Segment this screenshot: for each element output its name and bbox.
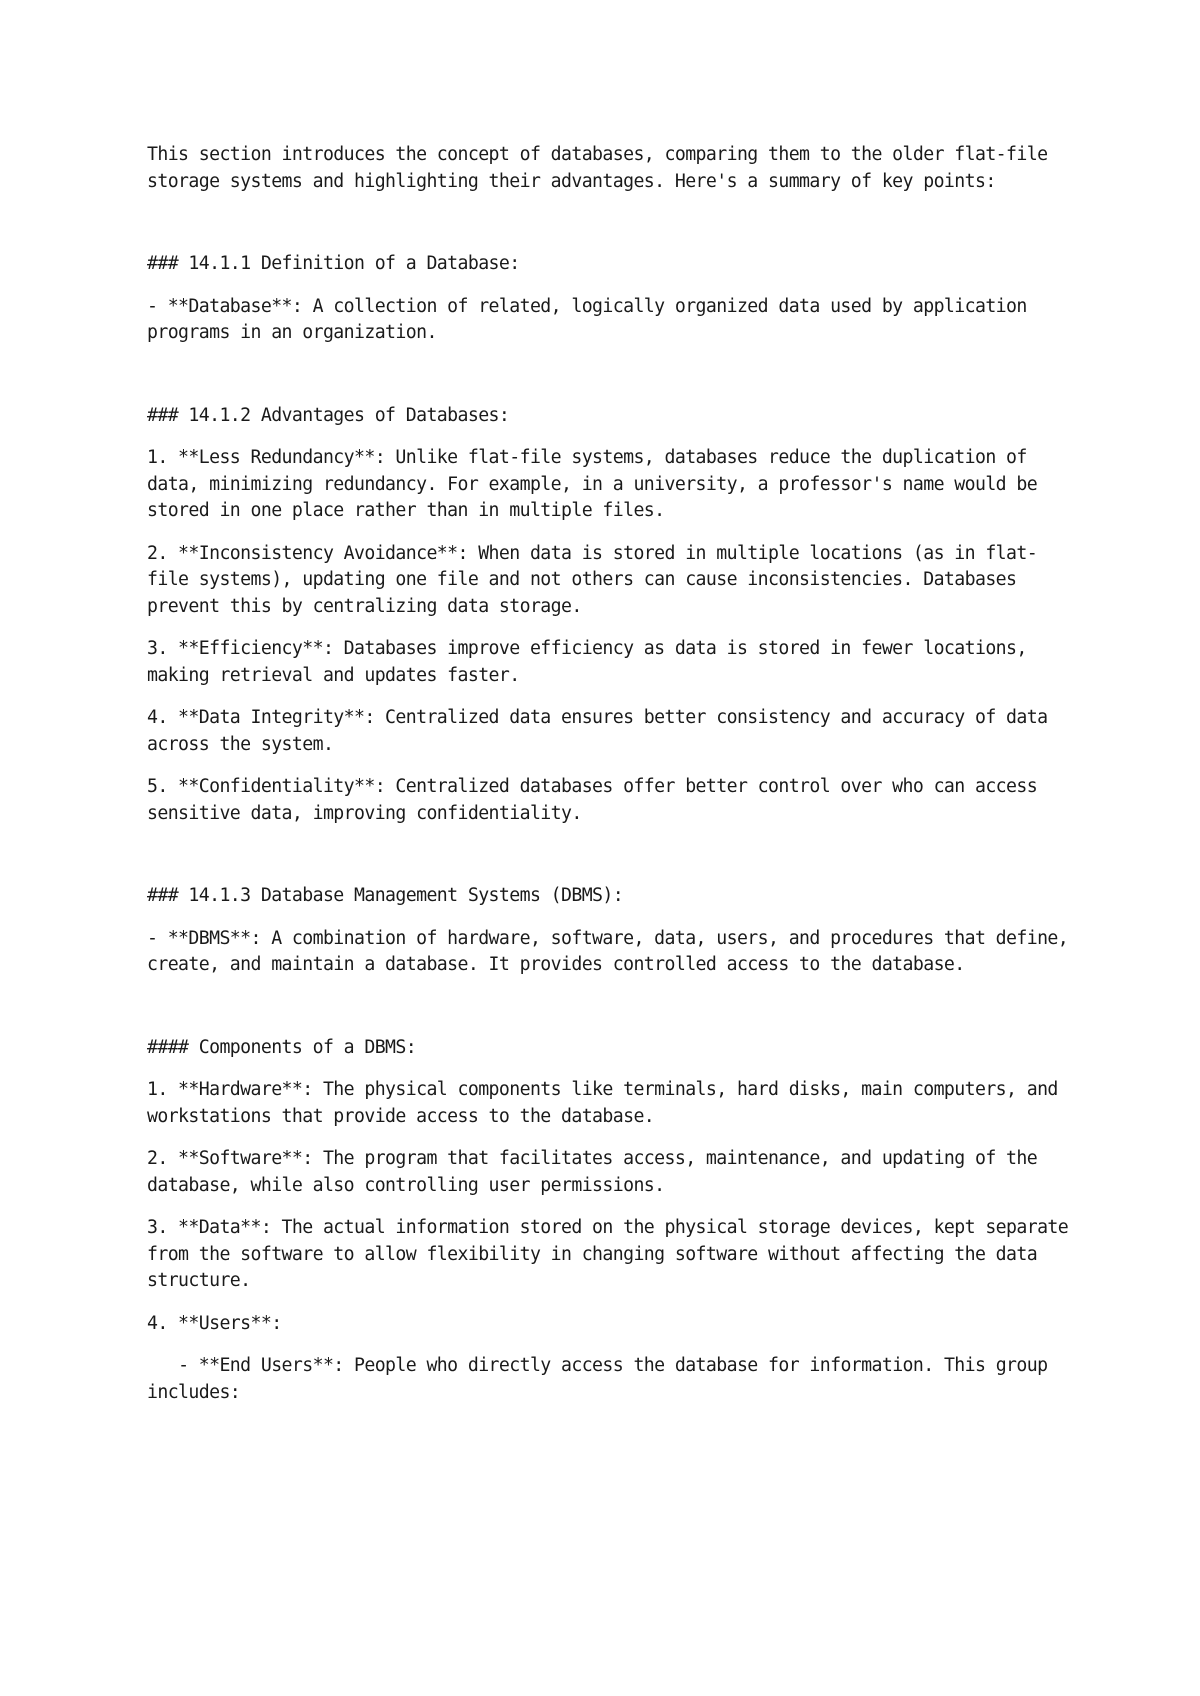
intro-paragraph: This section introduces the concept of databases, comparing them to the older flat-file storage systems and highlighting their advantages. Here's a summary of key points: bbox=[147, 144, 1058, 192]
component-subitem: - **End Users**: People who directly access the database for information. This group includes: bbox=[147, 1355, 1058, 1403]
dbms-item: - **DBMS**: A combination of hardware, software, data, users, and procedures that define, create, and maintain a database. It provides controlled access to the database. bbox=[147, 927, 1079, 975]
section-heading-advantages: ### 14.1.2 Advantages of Databases: bbox=[147, 404, 510, 426]
component-item: 3. **Data**: The actual information stored on the physical storage devices, kept separate from the software to allow flexibility in changing software without affecting the data structure. bbox=[147, 1217, 1079, 1291]
advantage-item: 2. **Inconsistency Avoidance**: When data is stored in multiple locations (as in flat-file systems), updating one file and not others can cause inconsistencies. Databases prevent this by centralizing data storage. bbox=[147, 542, 1038, 617]
section-heading-dbms: ### 14.1.3 Database Management Systems (DBMS): bbox=[147, 885, 624, 906]
section-spacer bbox=[147, 843, 1077, 883]
component-item: 1. **Hardware**: The physical components like terminals, hard disks, main computers, and workstations that provide access to the database. bbox=[147, 1079, 1069, 1127]
component-item: 2. **Software**: The program that facilitates access, maintenance, and updating of the database, while also controlling user permissions. bbox=[147, 1148, 1048, 1196]
section-spacer bbox=[147, 211, 1077, 251]
document-page bbox=[147, 142, 1077, 1422]
section-heading-components: #### Components of a DBMS: bbox=[147, 1036, 417, 1058]
advantage-item: 3. **Efficiency**: Databases improve efficiency as data is stored in fewer locations, making retrieval and updates faster. bbox=[147, 638, 1038, 686]
advantage-item: 4. **Data Integrity**: Centralized data ensures better consistency and accuracy of data across the system. bbox=[147, 707, 1058, 755]
advantage-item: 1. **Less Redundancy**: Unlike flat-file systems, databases reduce the duplication of data, minimizing redundancy. For example, in a university, a professor's name would be stored in one place rather than in multiple files. bbox=[147, 447, 1048, 521]
definition-item: - **Database**: A collection of related, logically organized data used by application programs in an organization. bbox=[147, 295, 1038, 343]
component-item: 4. **Users**: bbox=[147, 1312, 282, 1334]
section-spacer bbox=[147, 363, 1077, 403]
advantage-item: 5. **Confidentiality**: Centralized databases offer better control over who can access sensitive data, improving confidentiality. bbox=[147, 776, 1048, 824]
section-spacer bbox=[147, 995, 1077, 1035]
section-heading-definition: ### 14.1.1 Definition of a Database: bbox=[147, 253, 520, 274]
